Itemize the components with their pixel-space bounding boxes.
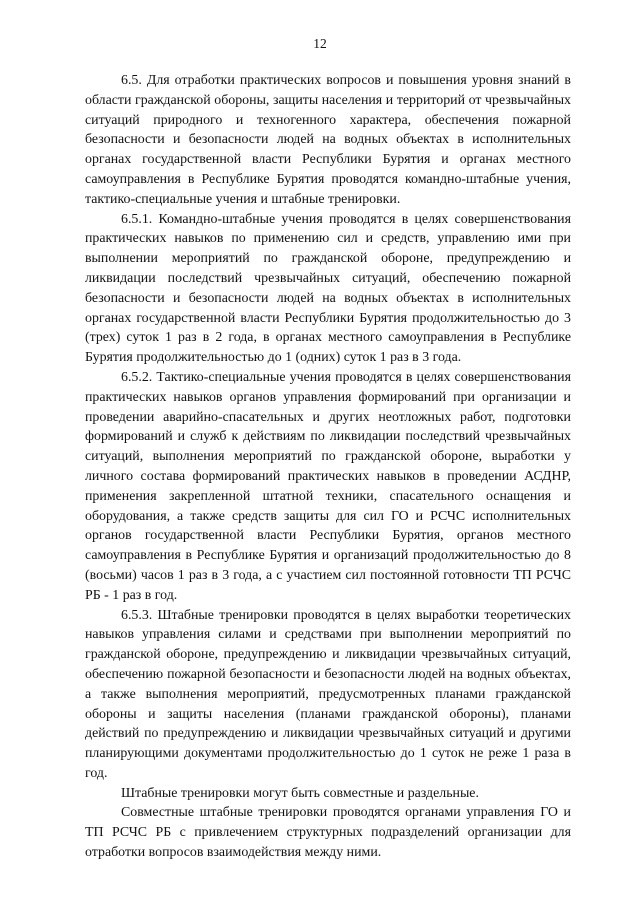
paragraph-staff-trainings-types: Штабные тренировки могут быть совместные и раздельные. [121, 785, 479, 801]
page-number: 12 [313, 36, 327, 51]
paragraph-6-5-2: 6.5.2. Тактико-специальные учения проводятся в целях совершенствования практических навыков органов управления формирований при организации и проведении аварийно-спасательных и других неотложных работ, подготовки формирований и служб к действиям по ликвидации последствий чрезвычайных ситуаций, выполнения мероприятий по гражданской обороне, выработки у личного состава формирований практических навыков в проведении АСДНР, применения закрепленной штатной техники, спасательного оснащения и оборудования, а также средств защиты для сил ГО и РСЧС исполнительных органов государственной власти Республики Бурятия, органов местного самоуправления в Республике Бурятия и организаций продолжительностью до 8 (восьми) часов 1 раз в 3 года, а с участием сил постоянной готовности ТП РСЧС РБ - 1 раз в год. [85, 369, 571, 603]
paragraph-6-5: 6.5. Для отработки практических вопросов и повышения уровня знаний в области гражданской обороны, защиты населения и территорий от чрезвычайных ситуаций природного и техногенного характера, обеспечения пожарной безопасности и безопасности людей на водных объектах в исполнительных органах государственной власти Республики Бурятия и органах местного самоуправления в Республике Бурятия проводятся командно-штабные учения, тактико-специальные учения и штабные тренировки. [85, 73, 571, 207]
paragraph-joint-staff-trainings: Совместные штабные тренировки проводятся органами управления ГО и ТП РСЧС РБ с привлечением структурных подразделений организации для отработки вопросов взаимодействия между ними. [85, 805, 571, 861]
paragraph-6-5-1: 6.5.1. Командно-штабные учения проводятся в целях совершенствования практических навыков по применению сил и средств, управлению ими при выполнении мероприятий по гражданской обороне, предупреждению и ликвидации последствий чрезвычайных ситуаций, обеспечению пожарной безопасности и безопасности людей на водных объектах в исполнительных органах государственной власти Республики Бурятия продолжительностью до 3 (трех) суток 1 раз в 2 года, в органах местного самоуправления в Республике Бурятия продолжительностью до 1 (одних) суток 1 раз в 3 года. [85, 211, 571, 366]
paragraph-6-5-3: 6.5.3. Штабные тренировки проводятся в целях выработки теоретических навыков управления силами и средствами при выполнении мероприятий по гражданской обороне, предупреждению и ликвидации чрезвычайных ситуаций, обеспечению пожарной безопасности и безопасности людей на водных объектах, а также выполнения мероприятий, предусмотренных планами гражданской обороны и защиты населения (планами гражданской обороны), планами действий по предупреждению и ликвидации чрезвычайных ситуаций и другими планирующими документами продолжительностью до 1 суток не реже 1 раза в год. [85, 607, 571, 781]
document-body [85, 71, 571, 863]
